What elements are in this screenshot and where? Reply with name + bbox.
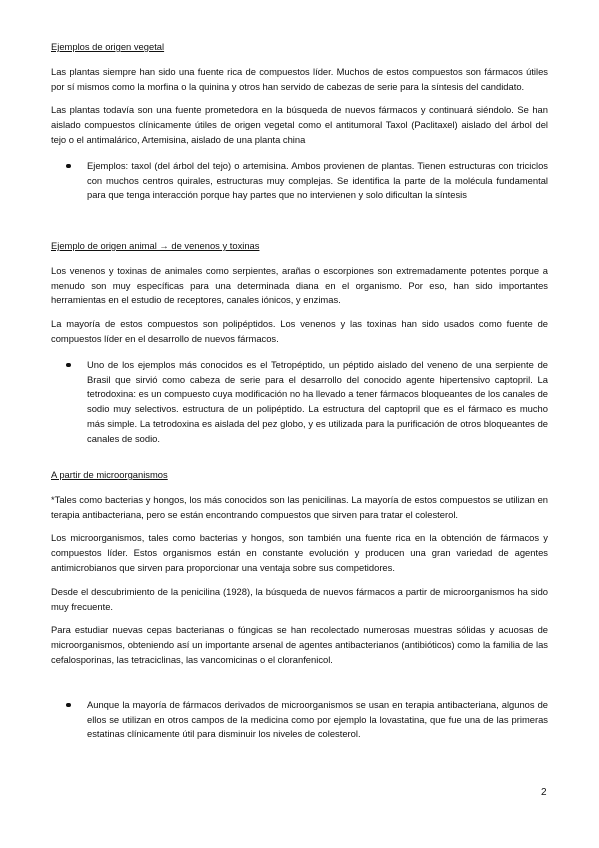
bullet-item: Ejemplos: taxol (del árbol del tejo) o artemisina. Ambos provienen de plantas. Tienen estructuras con triciclos con muchos centros quirales, estructuras muy complejas. Se identifica la parte de la molécula fundamental para que tenga interacción porque hay partes que no intervienen y solo dificultan la síntesis (51, 159, 548, 203)
paragraph: Los venenos y toxinas de animales como serpientes, arañas o escorpiones son extremadamente potentes porque a menudo son muy específicas para una determinada diana en el organismo. Por eso, han sido importantes herramientas en el estudio de receptores, canales iónicos, y enzimas. (51, 264, 548, 306)
section-microorganisms (51, 468, 548, 742)
bullet-list (51, 159, 548, 203)
page-number: 2 (541, 787, 547, 798)
paragraph: *Tales como bacterias y hongos, los más conocidos son las penicilinas. La mayoría de estos compuestos se utilizan en terapia antibacteriana, pero se están encontrando compuestos que sirven para tratar el colesterol. (51, 493, 548, 520)
bullet-list (51, 358, 548, 447)
paragraph: Las plantas todavía son una fuente prometedora en la búsqueda de nuevos fármacos y continuará siéndolo. Se han aislado compuestos clínicamente útiles de origen vegetal como el antitumoral Taxol (Paclitaxel) aislado del árbol del tejo o el antimalárico, Artemisina, aislado de una planta china (51, 104, 548, 145)
bullet-item: Aunque la mayoría de fármacos derivados de microorganismos se usan en terapia antibacteriana, algunos de ellos se utilizan en otros campos de la medicina como por ejemplo la lovastatina, que fue una de las primeras estatinas clínicamente útil para disminuir los niveles de colesterol. (51, 698, 548, 742)
paragraph: Las plantas siempre han sido una fuente rica de compuestos líder. Muchos de estos compuestos son fármacos útiles por sí mismos como la morfina o la quinina y otros han servido de cabezas de serie para la síntesis del candidato. (51, 65, 548, 92)
bullet-list (51, 698, 548, 742)
paragraph: La mayoría de estos compuestos son polipéptidos. Los venenos y las toxinas han sido usados como fuente de compuestos líder en el desarrollo de nuevos fármacos. (51, 318, 548, 344)
paragraph: Desde el descubrimiento de la penicilina (1928), la búsqueda de nuevos fármacos a partir de microorganismos ha sido muy frecuente. (51, 585, 548, 612)
bullet-item: Uno de los ejemplos más conocidos es el Tetropéptido, un péptido aislado del veneno de una serpiente de Brasil que sirvió como cabeza de serie para el desarrollo del conocido agente hipertensivo captopril. La tetrodoxina: es un compuesto cuya modificación no ha llevado a tener fármacos bloqueantes de los canales de sodio muy selectivos. estructura de un polipéptido. La estructura del captopril que es el fármaco es mucho más simple. La tetrodoxina es aislada del pez globo, y es utilizada para la purificación de otros bloqueantes de canales de sodio. (51, 358, 548, 447)
paragraph: Para estudiar nuevas cepas bacterianas o fúngicas se han recolectado numerosas muestras sólidas y acuosas de microorganismos, obteniendo así un importante arsenal de agentes antibacterianos (antibióticos) como la familia de las cefalosporinas, las tetraciclinas, las vancomicinas o el cloranfenicol. (51, 624, 548, 665)
section-heading: Ejemplos de origen vegetal (51, 41, 165, 52)
section-animal-origin (51, 239, 548, 447)
section-heading: Ejemplo de origen animal → de venenos y toxinas (51, 240, 260, 251)
section-heading: A partir de microorganismos (51, 469, 168, 480)
paragraph: Los microorganismos, tales como bacterias y hongos, son también una fuente rica en la obtención de fármacos y compuestos líder. Estos organismos están en constante evolución y producen una gran variedad de agentes antimicrobianos que sirven para proporcionar una ventaja sobre sus competidores. (51, 532, 548, 573)
section-plant-origin (51, 40, 548, 203)
